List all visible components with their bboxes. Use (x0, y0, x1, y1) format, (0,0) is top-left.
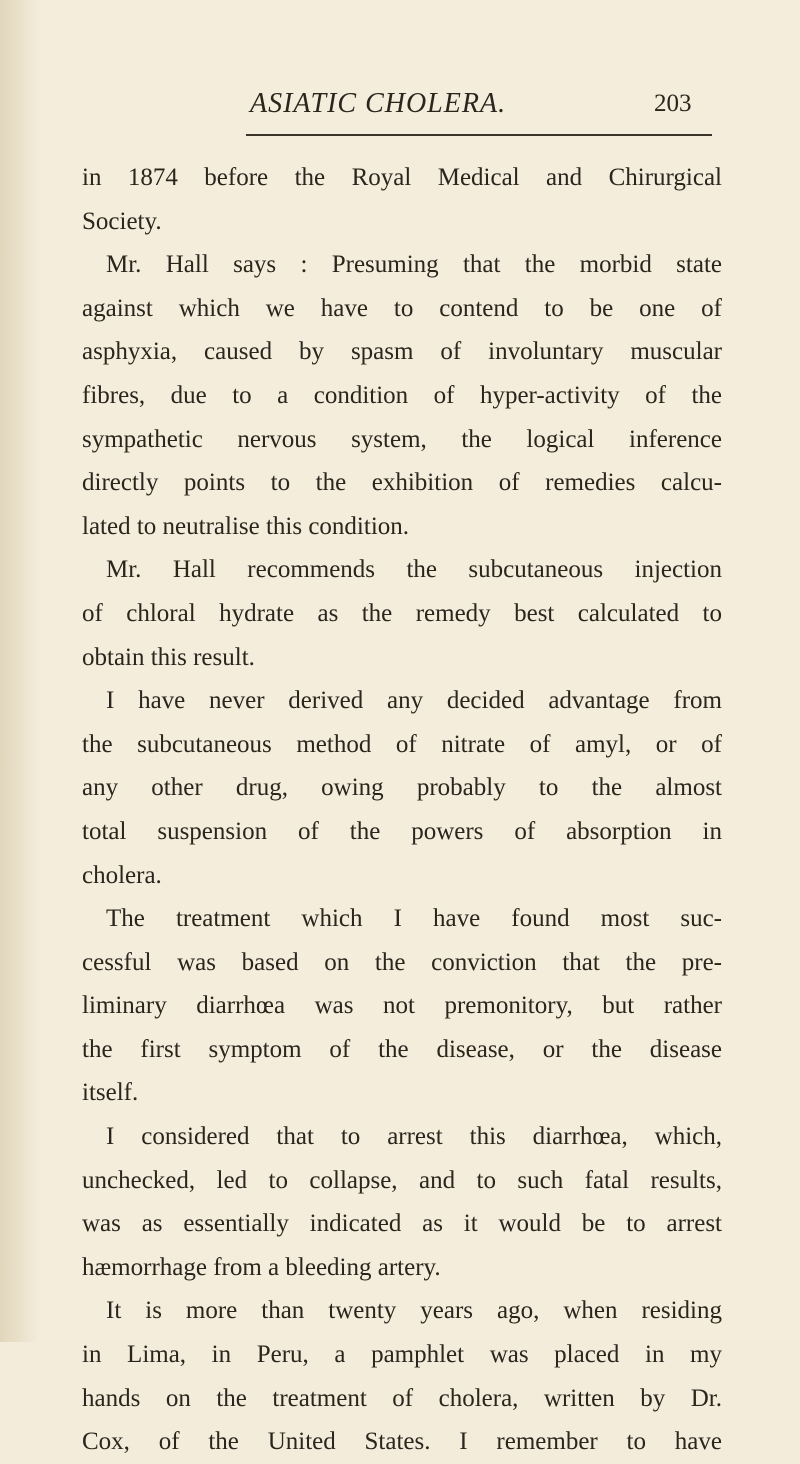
text-line: fibres, due to a condition of hyper-activity of the (82, 381, 722, 409)
text-line: Mr. Hall recommends the subcutaneous injection (106, 556, 722, 584)
text-line: against which we have to contend to be one of (82, 294, 722, 322)
page-number: 203 (654, 90, 692, 117)
text-line: itself. (82, 1079, 139, 1107)
text-line: Society. (82, 207, 162, 235)
text-line: directly points to the exhibition of remedies calcu- (82, 469, 722, 497)
text-line: was as essentially indicated as it would be to arrest (82, 1210, 722, 1238)
text-line: liminary diarrhœa was not premonitory, but rather (82, 992, 722, 1020)
text-line: I considered that to arrest this diarrhœa, which, (106, 1123, 722, 1151)
page-header (0, 88, 800, 128)
text-line: lated to neutralise this condition. (82, 512, 410, 540)
text-line: sympathetic nervous system, the logical inference (82, 425, 722, 453)
text-line: The treatment which I have found most suc- (106, 905, 722, 933)
text-line: of chloral hydrate as the remedy best calculated to (82, 599, 722, 627)
running-title: ASIATIC CHOLERA. (250, 88, 507, 119)
text-line: the subcutaneous method of nitrate of amyl, or of (82, 730, 722, 758)
text-line: Cox, of the United States. I remember to have (82, 1428, 722, 1456)
text-line: obtain this result. (82, 643, 255, 671)
text-line: unchecked, led to collapse, and to such fatal results, (82, 1166, 722, 1194)
text-line: hæmorrhage from a bleeding artery. (82, 1253, 441, 1281)
text-line: any other drug, owing probably to the almost (82, 774, 722, 802)
header-rule (246, 134, 712, 136)
text-line: I have never derived any decided advantage from (106, 687, 722, 715)
text-line: cholera. (82, 861, 162, 889)
text-line: total suspension of the powers of absorption in (82, 817, 722, 845)
text-line: It is more than twenty years ago, when residing (106, 1297, 722, 1325)
text-line: Mr. Hall says : Presuming that the morbid state (106, 251, 722, 279)
body-text (82, 156, 722, 1464)
text-line: asphyxia, caused by spasm of involuntary muscular (82, 338, 722, 366)
text-line: the first symptom of the disease, or the disease (82, 1035, 722, 1063)
text-line: cessful was based on the conviction that the pre- (82, 948, 722, 976)
text-line: in Lima, in Peru, a pamphlet was placed in my (82, 1341, 722, 1369)
text-line: in 1874 before the Royal Medical and Chirurgical (82, 164, 722, 191)
text-line: hands on the treatment of cholera, written by Dr. (82, 1384, 722, 1412)
